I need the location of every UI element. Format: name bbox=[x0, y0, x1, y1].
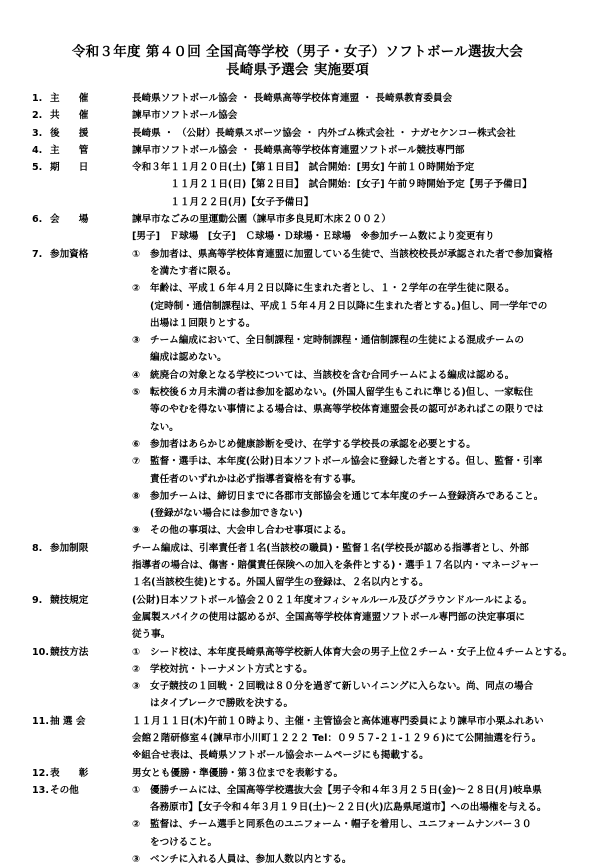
section-item-line bbox=[132, 263, 572, 280]
section-title: 競技方法 bbox=[50, 646, 89, 658]
item-marker: ③ bbox=[132, 681, 141, 693]
section-item-line bbox=[132, 816, 572, 833]
section-line: ※組合せ表は、長崎県ソフトボール協会ホームページにも掲載する。 bbox=[132, 750, 429, 762]
section-line: 従う事。 bbox=[132, 629, 171, 641]
section-row bbox=[32, 592, 572, 644]
section-line: 金属製スパイクの使用は認めるが、全国高等学校体育連盟ソフトボール専門部の決定事項に bbox=[132, 611, 525, 623]
section-title: 会 場 bbox=[50, 214, 89, 226]
section-title: 後 援 bbox=[50, 127, 89, 139]
item-marker: ② bbox=[132, 283, 141, 295]
section-row bbox=[32, 142, 572, 159]
item-text: 各務原市】【女子令和４年３月１９日(土)～２２日(火)広島県尾道市】への出場権を与える。 bbox=[150, 802, 547, 814]
item-text: 参加チームは、締切日までに各郡市支部協会を通じて本年度のチーム登録済みであること。 bbox=[150, 490, 544, 502]
section-line: １１月１１日(木)午前１０時より、主催・主管協会と高体連専門委員により諫早市小栗ふれあい bbox=[132, 715, 544, 727]
section-row bbox=[32, 246, 572, 540]
item-marker: ① bbox=[132, 248, 141, 260]
section-item-line bbox=[132, 401, 572, 418]
section-label bbox=[32, 125, 132, 142]
section-title: 抽 選 会 bbox=[50, 715, 86, 727]
section-row bbox=[32, 765, 572, 782]
item-text: 監督・選手は、本年度(公財)日本ソフトボール協会に登録した者とする。但し、監督・引率 bbox=[150, 456, 543, 468]
item-text: シード校は、本年度長崎県高等学校新人体育大会の男子上位２チーム・女子上位４チームとする。 bbox=[150, 646, 573, 658]
section-body bbox=[132, 211, 572, 246]
section-line: (公財)日本ソフトボール協会２０２１年度オフィシャルルール及びグラウンドルールによる。 bbox=[132, 594, 533, 606]
section-item-line bbox=[132, 384, 572, 401]
item-marker: ③ bbox=[132, 335, 141, 347]
section-title: 競技規定 bbox=[50, 594, 89, 606]
item-marker: ② bbox=[132, 819, 141, 831]
item-marker: ① bbox=[132, 784, 141, 796]
section-number: 1. bbox=[32, 93, 43, 104]
section-number: 11. bbox=[32, 715, 49, 727]
section-body bbox=[132, 246, 572, 540]
section-number: 7. bbox=[32, 248, 43, 260]
item-marker: ⑨ bbox=[132, 525, 141, 537]
section-label bbox=[32, 246, 132, 540]
item-marker: ① bbox=[132, 646, 141, 658]
item-text: 参加者はあらかじめ健康診断を受け、在学する学校長の承認を必要とする。 bbox=[150, 438, 476, 450]
section-row bbox=[32, 159, 572, 211]
section-title: 参加資格 bbox=[50, 248, 89, 260]
section-row bbox=[32, 713, 572, 765]
document-subtitle: 長崎県予選会 実施要項 bbox=[226, 62, 369, 78]
document-title: 令和３年度 第４０回 全国高等学校（男子・女子）ソフトボール選抜大会 bbox=[71, 44, 524, 60]
section-item-line bbox=[132, 315, 572, 332]
item-text: 女子競技の１回戦・２回戦は８０分を過ぎて新しいイニングに入らない。尚、同点の場合 bbox=[150, 681, 534, 693]
section-item-line bbox=[132, 644, 572, 661]
section-body bbox=[132, 765, 572, 782]
section-item-line bbox=[132, 298, 572, 315]
item-text: その他の事項は、大会申し合わせ事項による。 bbox=[150, 525, 352, 537]
section-label bbox=[32, 159, 132, 211]
item-text: 監督は、チーム選手と同系色のユニフォーム・帽子を着用し、ユニフォームナンバー３０ bbox=[150, 819, 532, 831]
section-body bbox=[132, 540, 572, 592]
section-number: 4. bbox=[32, 144, 43, 156]
section-row bbox=[32, 782, 572, 868]
section-line: チーム編成は、引率責任者１名(当該校の職員)・監督１名(学校長が認める指導者とし、外部 bbox=[132, 542, 529, 554]
item-text: を満たす者に限る。 bbox=[150, 265, 237, 277]
item-text: チーム編成において、全日制課程・定時制課程・通信制課程の生徒による混成チームの bbox=[150, 335, 524, 347]
section-body bbox=[132, 159, 572, 211]
section-item-line bbox=[132, 678, 572, 695]
section-item-line bbox=[132, 851, 572, 868]
section-item-line bbox=[132, 349, 572, 366]
item-marker: ⑧ bbox=[132, 490, 141, 502]
section-title: 主 管 bbox=[50, 144, 89, 156]
section-line: 長崎県ソフトボール協会 ・ 長崎県高等学校体育連盟 ・ 長崎県教育委員会 bbox=[132, 93, 453, 104]
section-line: 令和３年１１月２０日(土)【第１日目】 試合開始：[男女] 午前１０時開始予定 bbox=[132, 162, 475, 174]
section-body bbox=[132, 107, 572, 124]
item-text: はタイブレークで勝敗を決する。 bbox=[150, 698, 294, 710]
section-label bbox=[32, 90, 132, 107]
section-label bbox=[32, 142, 132, 159]
item-text: 優勝チームには、全国高等学校選抜大会【男子令和４年３月２５日(金)～２８日(月)岐阜県 bbox=[150, 784, 542, 796]
section-item-line bbox=[132, 453, 572, 470]
section-item-line bbox=[132, 782, 572, 799]
section-item-line bbox=[132, 799, 572, 816]
item-text: 責任者のいずれかは必ず指導者資格を有する事。 bbox=[150, 473, 362, 485]
item-text: (登録がない場合には参加できない) bbox=[150, 508, 303, 520]
item-text: 統廃合の対象となる学校については、当該校を含む合同チームによる編成は認める。 bbox=[150, 369, 515, 381]
section-number: 6. bbox=[32, 214, 43, 226]
section-line: １１月２２日(月)【女子予備日】 bbox=[132, 196, 314, 208]
section-number: 8. bbox=[32, 542, 43, 554]
section-label bbox=[32, 765, 132, 782]
item-marker: ④ bbox=[132, 369, 141, 381]
section-item-line bbox=[132, 280, 572, 297]
item-text: 年齢は、平成１６年４月２日以降に生まれた者とし、１・２学年の在学生徒に限る。 bbox=[150, 283, 515, 295]
section-row bbox=[32, 540, 572, 592]
section-item-line bbox=[132, 661, 572, 678]
item-text: ベンチに入れる人員は、参加人数以内とする。 bbox=[150, 854, 352, 866]
item-text: 参加者は、県高等学校体育連盟に加盟している生徒で、当該校校長が承認された者で参加資格 bbox=[150, 248, 553, 260]
section-row bbox=[32, 644, 572, 713]
section-line: １１月２１日(日)【第２日目】 試合開始：[女子] 午前９時開始予定【男子予備日】 bbox=[132, 179, 532, 191]
item-text: ない。 bbox=[150, 421, 179, 433]
section-item-line bbox=[132, 367, 572, 384]
section-item-line bbox=[132, 488, 572, 505]
section-title: 期 日 bbox=[50, 162, 89, 174]
section-row bbox=[32, 211, 572, 246]
item-text: 出場は１回限りとする。 bbox=[150, 317, 256, 329]
section-line: 諫早市なごみの里運動公園（諫早市多良見町木床２００２） bbox=[132, 214, 392, 226]
item-text: 等のやむを得ない事情による場合は、県高等学校体育連盟会長の認可があればこの限りでは bbox=[150, 404, 544, 416]
section-title: 参加制限 bbox=[50, 542, 89, 554]
section-label bbox=[32, 782, 132, 868]
section-number: 2. bbox=[32, 110, 43, 122]
section-item-line bbox=[132, 695, 572, 712]
section-number: 3. bbox=[32, 127, 43, 139]
item-text: 編成は認めない。 bbox=[150, 352, 227, 364]
item-marker: ⑥ bbox=[132, 438, 141, 450]
section-line: 指導者の場合は、傷害・賠償責任保険への加入を条件とする)・選手１７名以内・マネージャー bbox=[132, 560, 539, 572]
section-item-line bbox=[132, 419, 572, 436]
section-body bbox=[132, 142, 572, 159]
section-row bbox=[32, 107, 572, 124]
item-marker: ⑦ bbox=[132, 456, 141, 468]
section-item-line bbox=[132, 471, 572, 488]
section-number: 12. bbox=[32, 767, 49, 779]
section-number: 9. bbox=[32, 594, 43, 606]
section-body bbox=[132, 90, 572, 107]
item-text: をつけること。 bbox=[150, 836, 218, 848]
section-title: 共 催 bbox=[50, 110, 89, 122]
section-number: 13. bbox=[32, 784, 49, 796]
item-text: 転校後６カ月未満の者は参加を認めない。(外国人留学生もこれに準じる)但し、一家転住 bbox=[150, 387, 533, 399]
section-item-line bbox=[132, 505, 572, 522]
section-label bbox=[32, 644, 132, 713]
section-line: １名(当該校生徒)とする。外国人留学生の登録は、２名以内とする。 bbox=[132, 577, 429, 589]
section-item-line bbox=[132, 436, 572, 453]
section-item-line bbox=[132, 246, 572, 263]
section-line: 長崎県 ・ （公財）長崎県スポーツ協会 ・ 内外ゴム株式会社 ・ ナガセケンコー株式会社 bbox=[132, 127, 516, 139]
item-marker: ③ bbox=[132, 854, 141, 866]
section-body bbox=[132, 125, 572, 142]
section-item-line bbox=[132, 834, 572, 851]
section-body bbox=[132, 644, 572, 713]
section-line: 諫早市ソフトボール協会 ・ 長崎県高等学校体育連盟ソフトボール競技専門部 bbox=[132, 144, 465, 156]
item-marker: ② bbox=[132, 663, 141, 675]
section-line: 男女とも優勝・準優勝・第３位までを表彰する。 bbox=[132, 767, 344, 779]
section-body bbox=[132, 592, 572, 644]
section-title: 主 催 bbox=[50, 93, 89, 104]
item-marker: ⑤ bbox=[132, 387, 141, 399]
section-row bbox=[32, 90, 572, 107]
requirements-list bbox=[32, 90, 572, 868]
section-title: その他 bbox=[50, 784, 79, 796]
section-line: 会館２階研修室４(諫早市小川町１２２２ Tel：０９５７-２１-１２９６)にて公開抽選を行う。 bbox=[132, 732, 542, 744]
section-label bbox=[32, 211, 132, 246]
section-number: 5. bbox=[32, 162, 43, 174]
section-label bbox=[32, 592, 132, 644]
section-label bbox=[32, 713, 132, 765]
item-text: (定時制・通信制課程は、平成１５年４月２日以降に生まれた者とする。)但し、同一学年での bbox=[150, 300, 548, 312]
item-text: 学校対抗・トーナメント方式とする。 bbox=[150, 663, 313, 675]
section-number: 10. bbox=[32, 646, 49, 658]
section-line: 諫早市ソフトボール協会 bbox=[132, 110, 238, 122]
section-row bbox=[32, 125, 572, 142]
section-item-line bbox=[132, 522, 572, 539]
section-body bbox=[132, 782, 572, 868]
section-label bbox=[32, 107, 132, 124]
section-title: 表 彰 bbox=[50, 767, 89, 779]
section-label bbox=[32, 540, 132, 592]
section-body bbox=[132, 713, 572, 765]
section-item-line bbox=[132, 332, 572, 349]
section-line: [男子] Ｆ球場 [女子] Ｃ球場・Ｄ球場・Ｅ球場 ※参加チーム数により変更有り bbox=[132, 231, 495, 243]
